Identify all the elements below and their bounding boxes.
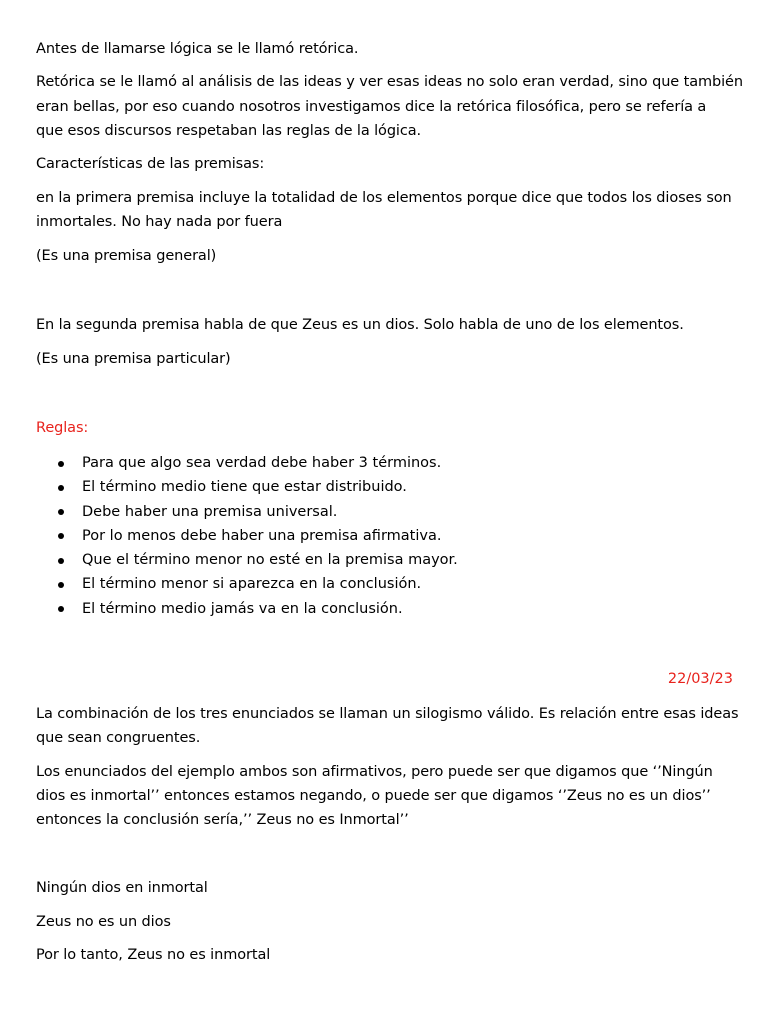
reglas-heading: Reglas: — [36, 420, 89, 436]
primera-premisa-line-1: en la primera premisa incluye la totalidad de los elementos porque dice que todos los dioses son — [36, 190, 732, 206]
reglas-list — [0, 451, 458, 621]
silogismo-paragraph-line-1: La combinación de los tres enunciados se llaman un silogismo válido. Es relación entre esas ideas — [36, 706, 739, 722]
list-item: El término medio tiene que estar distribuido. — [0, 475, 458, 499]
list-item: Por lo menos debe haber una premisa afirmativa. — [0, 524, 458, 548]
bullet-icon — [58, 558, 64, 564]
silogismo-conclusion: Por lo tanto, Zeus no es inmortal — [36, 947, 271, 963]
enunciados-paragraph-line-1: Los enunciados del ejemplo ambos son afirmativos, pero puede ser que digamos que ‘’Ningún — [36, 764, 713, 780]
list-item: El término menor si aparezca en la conclusión. — [0, 572, 458, 596]
silogismo-paragraph-line-2: que sean congruentes. — [36, 730, 201, 746]
intro-paragraph: Antes de llamarse lógica se le llamó retórica. — [36, 41, 359, 57]
premisas-heading: Características de las premisas: — [36, 156, 265, 172]
silogismo-premisa-mayor: Ningún dios en inmortal — [36, 880, 208, 896]
silogismo-premisa-menor: Zeus no es un dios — [36, 914, 171, 930]
premisa-particular-note: (Es una premisa particular) — [36, 351, 231, 367]
bullet-icon — [58, 509, 64, 515]
bullet-icon — [58, 582, 64, 588]
list-item: Debe haber una premisa universal. — [0, 500, 458, 524]
bullet-icon — [58, 485, 64, 491]
retorica-paragraph-line-2: eran bellas, por eso cuando nosotros investigamos dice la retórica filosófica, pero se refería a — [36, 99, 707, 115]
retorica-paragraph-line-3: que esos discursos respetaban las reglas de la lógica. — [36, 123, 422, 139]
bullet-icon — [58, 461, 64, 467]
date-label: 22/03/23 — [667, 671, 733, 687]
primera-premisa-line-2: inmortales. No hay nada por fuera — [36, 214, 283, 230]
enunciados-paragraph-line-3: entonces la conclusión sería,’’ Zeus no es Inmortal’’ — [36, 812, 409, 828]
list-item: El término medio jamás va en la conclusión. — [0, 597, 458, 621]
premisa-general-note: (Es una premisa general) — [36, 248, 217, 264]
segunda-premisa-paragraph: En la segunda premisa habla de que Zeus es un dios. Solo habla de uno de los elementos. — [36, 317, 684, 333]
bullet-icon — [58, 533, 64, 539]
retorica-paragraph-line-1: Retórica se le llamó al análisis de las ideas y ver esas ideas no solo eran verdad, sino que también — [36, 74, 743, 90]
enunciados-paragraph-line-2: dios es inmortal’’ entonces estamos negando, o puede ser que digamos ‘’Zeus no es un dios’’ — [36, 788, 711, 804]
list-item: Que el término menor no esté en la premisa mayor. — [0, 548, 458, 572]
bullet-icon — [58, 606, 64, 612]
list-item: Para que algo sea verdad debe haber 3 términos. — [0, 451, 458, 475]
